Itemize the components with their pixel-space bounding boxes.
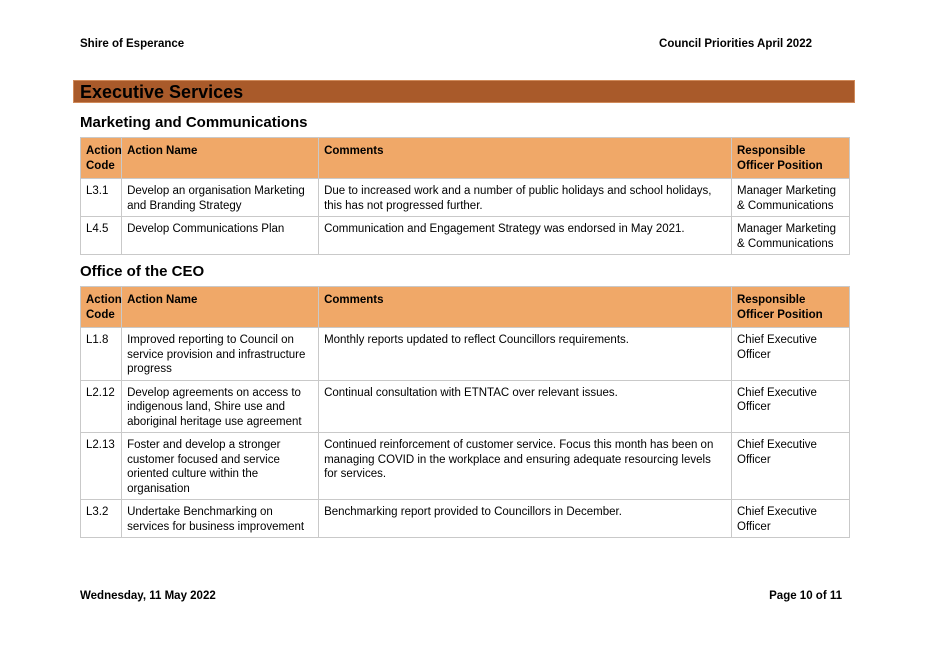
cell-comments: Continued reinforcement of customer service. Focus this month has been on managing COVID in the workplace and ensuring adequate resourcing levels for services. (319, 433, 732, 500)
cell-comments: Benchmarking report provided to Councillors in December. (319, 500, 732, 538)
footer-date: Wednesday, 11 May 2022 (80, 590, 216, 602)
cell-action-name: Develop agreements on access to indigenous land, Shire use and aboriginal heritage use agreement (122, 380, 319, 433)
cell-officer: Chief Executive Officer (732, 433, 850, 500)
cell-action-name: Foster and develop a stronger customer focused and service oriented culture within the organisation (122, 433, 319, 500)
table-row (81, 500, 850, 538)
cell-action-code: L2.12 (81, 380, 122, 433)
header-report-title: Council Priorities April 2022 (659, 38, 812, 50)
marketing-table (80, 137, 850, 255)
section-title-marketing: Marketing and Communications (80, 114, 308, 131)
cell-action-name: Undertake Benchmarking on services for business improvement (122, 500, 319, 538)
cell-officer: Chief Executive Officer (732, 328, 850, 381)
cell-action-name: Develop Communications Plan (122, 217, 319, 255)
col-header-officer: Responsible Officer Position (732, 287, 850, 328)
cell-action-name: Develop an organisation Marketing and Branding Strategy (122, 179, 319, 217)
col-header-action-code: Action Code (81, 138, 122, 179)
table-header-row (81, 138, 850, 179)
table-row (81, 433, 850, 500)
ceo-table (80, 286, 850, 538)
header-organisation: Shire of Esperance (80, 38, 185, 50)
table-row (81, 217, 850, 255)
banner-title: Executive Services (80, 82, 244, 102)
cell-action-code: L3.2 (81, 500, 122, 538)
table-header-row (81, 287, 850, 328)
table-row (81, 179, 850, 217)
cell-action-code: L4.5 (81, 217, 122, 255)
cell-officer: Manager Marketing & Communications (732, 217, 850, 255)
col-header-action-name: Action Name (122, 287, 319, 328)
cell-action-name: Improved reporting to Council on service provision and infrastructure progress (122, 328, 319, 381)
col-header-action-code: Action Code (81, 287, 122, 328)
cell-action-code: L2.13 (81, 433, 122, 500)
table-row (81, 380, 850, 433)
col-header-action-name: Action Name (122, 138, 319, 179)
table-row (81, 328, 850, 381)
cell-comments: Communication and Engagement Strategy was endorsed in May 2021. (319, 217, 732, 255)
cell-officer: Chief Executive Officer (732, 500, 850, 538)
cell-action-code: L3.1 (81, 179, 122, 217)
cell-comments: Due to increased work and a number of public holidays and school holidays, this has not progressed further. (319, 179, 732, 217)
cell-action-code: L1.8 (81, 328, 122, 381)
col-header-officer: Responsible Officer Position (732, 138, 850, 179)
footer-page-number: Page 10 of 11 (769, 590, 842, 602)
cell-comments: Continual consultation with ETNTAC over relevant issues. (319, 380, 732, 433)
section-title-ceo: Office of the CEO (80, 263, 205, 280)
cell-officer: Manager Marketing & Communications (732, 179, 850, 217)
col-header-comments: Comments (319, 287, 732, 328)
cell-comments: Monthly reports updated to reflect Councillors requirements. (319, 328, 732, 381)
section-banner (73, 80, 855, 103)
col-header-comments: Comments (319, 138, 732, 179)
cell-officer: Chief Executive Officer (732, 380, 850, 433)
